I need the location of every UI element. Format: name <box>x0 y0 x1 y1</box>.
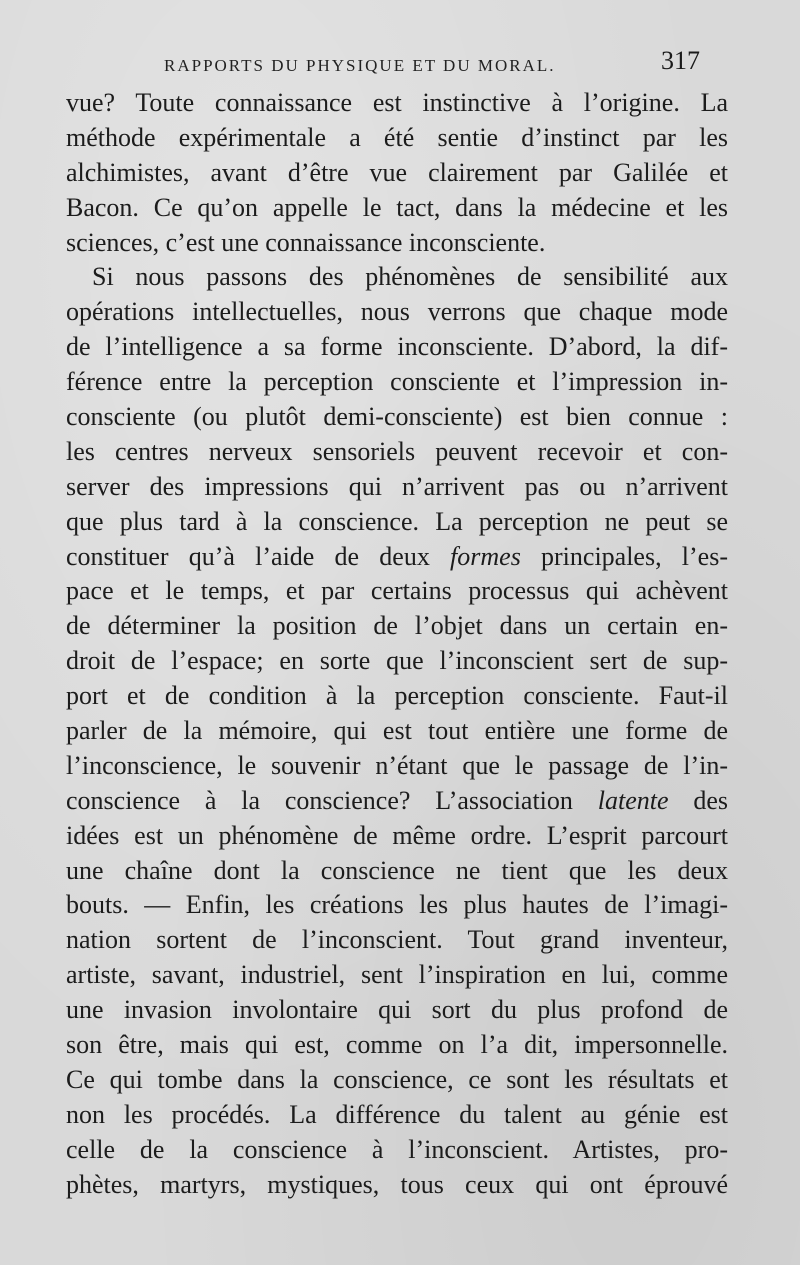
text-line: sciences, c’est une connaissance inconsciente. <box>66 227 546 257</box>
text-line: bouts. — Enfin, les créations les plus hautes de l’imagi- <box>66 890 728 920</box>
italic-word: latente <box>597 785 669 815</box>
text-line: parler de la mémoire, qui est tout entière une forme de <box>66 716 728 746</box>
text-line: non les procédés. La différence du talent au génie est <box>66 1099 728 1129</box>
body-text <box>66 86 728 1203</box>
text-line: nation sortent de l’inconscient. Tout grand inventeur, <box>66 925 728 955</box>
text-line: artiste, savant, industriel, sent l’inspiration en lui, comme <box>66 960 728 990</box>
text-line: Bacon. Ce qu’on appelle le tact, dans la médecine et les <box>66 192 728 222</box>
text-line-with-italic <box>66 540 728 575</box>
text-line: Ce qui tombe dans la conscience, ce sont les résultats et <box>66 1064 728 1094</box>
paragraph <box>66 260 728 1202</box>
text-line-with-italic <box>66 784 728 819</box>
text-segment: principales, l’es- <box>520 541 728 571</box>
text-line: méthode expérimentale a été sentie d’instinct par les <box>66 122 728 152</box>
text-line: de déterminer la position de l’objet dans un certain en- <box>66 611 728 641</box>
italic-word: formes <box>450 541 521 571</box>
text-segment: des <box>668 785 728 815</box>
text-line: de l’intelligence a sa forme inconsciente. D’abord, la dif- <box>66 332 728 362</box>
text-line: port et de condition à la perception consciente. Faut-il <box>66 681 728 711</box>
text-segment: constituer qu’à l’aide de deux <box>66 541 451 571</box>
text-line: consciente (ou plutôt demi-consciente) est bien connue : <box>66 402 728 432</box>
running-title: RAPPORTS DU PHYSIQUE ET DU MORAL. <box>164 56 556 75</box>
text-line: celle de la conscience à l’inconscient. Artistes, pro- <box>66 1134 728 1164</box>
text-line: que plus tard à la conscience. La perception ne peut se <box>66 506 728 536</box>
text-line: une chaîne dont la conscience ne tient que les deux <box>66 855 728 885</box>
text-line: férence entre la perception consciente et l’impression in- <box>66 367 728 397</box>
page-number: 317 <box>661 46 700 75</box>
running-head <box>66 46 710 86</box>
text-line: alchimistes, avant d’être vue clairement par Galilée et <box>66 157 728 187</box>
text-line: une invasion involontaire qui sort du plus profond de <box>66 995 728 1025</box>
text-line: droit de l’espace; en sorte que l’inconscient sert de sup- <box>66 646 728 676</box>
paragraph <box>66 86 728 260</box>
text-line: pace et le temps, et par certains processus qui achèvent <box>66 576 728 606</box>
text-segment: conscience à la conscience? L’association <box>66 785 598 815</box>
text-line: idées est un phénomène de même ordre. L’esprit parcourt <box>66 820 728 850</box>
text-line: Si nous passons des phénomènes de sensibilité aux <box>92 262 728 292</box>
text-line: phètes, martyrs, mystiques, tous ceux qui ont éprouvé <box>66 1169 728 1199</box>
text-line: les centres nerveux sensoriels peuvent recevoir et con- <box>66 436 728 466</box>
text-line: server des impressions qui n’arrivent pas ou n’arrivent <box>66 471 728 501</box>
text-line: opérations intellectuelles, nous verrons que chaque mode <box>66 297 728 327</box>
text-line: vue? Toute connaissance est instinctive à l’origine. La <box>66 88 728 117</box>
text-line: son être, mais qui est, comme on l’a dit, impersonnelle. <box>66 1030 728 1060</box>
text-line: l’inconscience, le souvenir n’étant que le passage de l’in- <box>66 750 728 780</box>
